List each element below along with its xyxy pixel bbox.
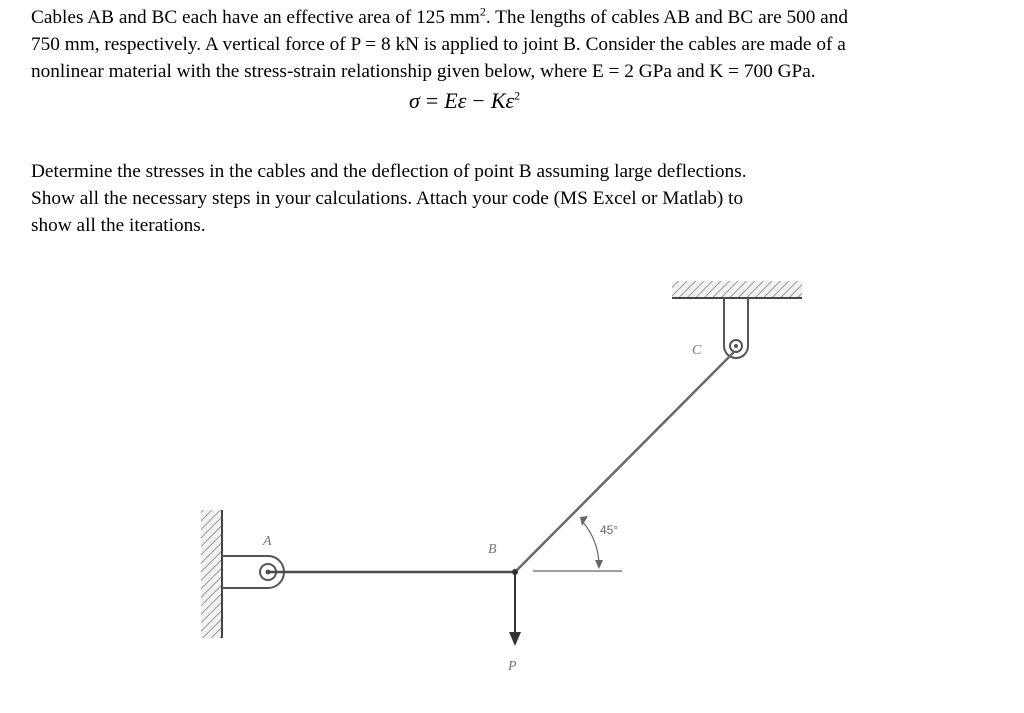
task-line-1: Determine the stresses in the cables and the deflection of point B assuming large deflections. bbox=[31, 161, 747, 182]
cable-bc bbox=[515, 352, 734, 572]
left-wall-support bbox=[201, 510, 222, 638]
ceiling-support bbox=[672, 281, 802, 298]
label-p: P bbox=[508, 659, 517, 674]
angle-label: 45° bbox=[600, 523, 619, 537]
bracket-c bbox=[724, 298, 748, 358]
equation-exponent: 2 bbox=[514, 88, 521, 103]
equation-term-e: Eε bbox=[444, 88, 467, 113]
label-b: B bbox=[488, 542, 497, 557]
area-exponent: 2 bbox=[479, 4, 486, 19]
equation-term-k: Kε bbox=[490, 88, 515, 113]
equation-minus: − bbox=[472, 88, 485, 113]
task-line-3: show all the iterations. bbox=[31, 215, 206, 236]
force-p-arrow bbox=[509, 572, 521, 646]
label-c: C bbox=[692, 343, 702, 358]
statement-line-2: 750 mm, respectively. A vertical force of P = 8 kN is applied to joint B. Consider the cables are made of a bbox=[31, 34, 846, 55]
equation-equals: = bbox=[425, 88, 439, 113]
task-line-2: Show all the necessary steps in your calculations. Attach your code (MS Excel or Matlab) to bbox=[31, 188, 744, 209]
statement-line-3: nonlinear material with the stress-strain relationship given below, where E = 2 GPa and K = 700 GPa. bbox=[31, 61, 816, 82]
statement-line-1: Cables AB and BC each have an effective area of 125 $mm^2$. The lengths of cables AB and BC are 500 and bbox=[31, 4, 849, 28]
equation-sigma: σ bbox=[409, 88, 420, 113]
label-a: A bbox=[263, 534, 272, 549]
